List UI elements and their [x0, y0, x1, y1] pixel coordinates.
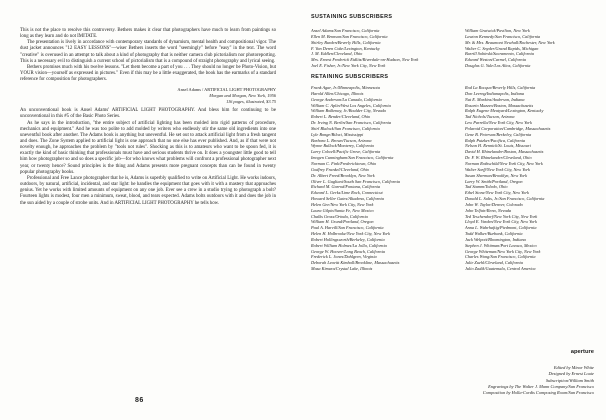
retaining-subscriber-entry: Larry W. Smith/Portland, Oregon — [465, 178, 523, 184]
retaining-subscriber-entry: William C. Aplin/West Los Angeles, California — [311, 102, 391, 108]
retaining-subscriber-entry: Tad Stamm/Toledo, Ohio — [465, 184, 508, 190]
retaining-subscriber-entry: Robert William Holmes/La Jolla, California — [311, 242, 387, 248]
credit-line: Engravings by The Walter J. Mann Company/San Francisco — [488, 383, 594, 389]
retaining-subscriber-entry: Shirl Blalock/San Francisco, California — [311, 125, 380, 131]
page-number: 86 — [135, 397, 144, 404]
retaining-subscriber-entry: Norman Rothschild/New York City, New York — [465, 160, 543, 166]
retaining-subscriber-entry: Howard Seller Gates/Altadena, California — [311, 196, 384, 202]
retaining-subscriber-entry: Helen Gee/New York City, New York — [311, 201, 374, 207]
retaining-subscriber-entry: Imogen Cunningham/San Francisco, California — [311, 155, 394, 161]
credit-line: Subscription/William Smith — [545, 377, 594, 383]
retaining-subscriber-entry: Lew Parrella/New York City, New York — [465, 120, 532, 126]
retaining-subscriber-entry: Laura Gilpin/Santa Fe, New Mexico — [311, 207, 374, 213]
sustaining-subscriber-entry: Mr. & Mrs. Beaumont Newhall/Rochester, New York — [465, 39, 555, 45]
retaining-subscriber-entry: Charles Wong/San Francisco, California — [465, 254, 536, 260]
retaining-subscriber-entry: Larry Colwell/Pacific Grove, California — [311, 149, 381, 155]
sustaining-subscriber-entry: Shirley Burden/Beverly Hills, California — [311, 39, 381, 45]
retaining-subscribers-heading: RETAINING SUBSCRIBERS — [311, 74, 389, 80]
retaining-subscriber-entry: Oliver L. Gagliani/South San Francisco, California — [311, 178, 400, 184]
review-paragraph: This is not the place to resolve this controversy. Bethers makes it clear that photographers have much to learn from paintings so long as they learn and do not IMITATE. — [20, 28, 276, 40]
retaining-subscriber-entry: Dr. Albert Freed/Brooklyn, New York — [311, 172, 375, 178]
credit-line: Composition by Holla-Cordis Composing Room/San Francisco — [482, 390, 594, 396]
retaining-subscriber-entry: Frank Agar, Jr./Minneapolis, Minnesota — [311, 85, 380, 90]
review-paragraph: The presentation is lively in accordance with contemporary standards of dynamism, mental health and compositional vigor. The dust jacket announces "12 EASY LESSONS"—wiser Bethers inserts the word "seemingly" before "easy" in the text. The word "creative" is overused in an attempt to talk about a kind of photography that is neither camera club pictorialism nor photoreporting. This is a necessary evil to distinguish a current school of pictorialism that is a compound of straight photography and lyrical seeing. — [20, 40, 276, 64]
retaining-subscriber-entry: Wynne Bullock/Monterey, California — [311, 143, 374, 149]
retaining-subscriber-entry: Harold Allen/Chicago, Illinois — [311, 90, 364, 96]
review-paragraph: Bethers promises much with his twelve lessons. "Let them become a part of you . . . They should no longer be Photo-Vision, but YOUR vision—yourself as expressed in pictures." Even if this may be a little exaggerated, the book has the earmarks of a standard reference for composition for photographers. — [20, 64, 276, 83]
sustaining-subscriber-entry: Mrs. Ernest Frederick Eidlitz/Riverdale-on-Hudson, New York — [311, 57, 419, 63]
sustaining-subscriber-entry: Edward Weston/Carmel, California — [465, 57, 526, 63]
retaining-subscriber-entry: George W. Hoover/Long Beach, California — [311, 248, 385, 254]
masthead-credits — [483, 365, 594, 396]
retaining-subscriber-entry: Tad Nichols/Tucson, Arizona — [465, 114, 515, 120]
retaining-subscriber-entry: George Anderson/La Canada, California — [311, 96, 382, 102]
retaining-subscriber-entry: Lloyd E. Varden/New York City, New York — [465, 219, 537, 225]
retaining-subscriber-entry: Richard M. Garrod/Fontana, California — [311, 184, 381, 190]
retaining-subscriber-entry: John Telfair/Reno, Nevada — [465, 207, 512, 213]
retaining-subscriber-entry: Julio Zadik/Guatemala, Central America — [465, 266, 536, 272]
retaining-subscribers-list-right — [465, 85, 550, 272]
retaining-subscriber-entry: William H. Grund/Portland, Oregon — [311, 219, 374, 225]
retaining-subscriber-entry: Robert Hollingsworth/Berkeley, California — [311, 236, 385, 242]
retaining-subscriber-entry: Deborah Leavitt Kimball/Brookline, Massachusetts — [311, 260, 400, 266]
retaining-subscriber-entry: Ralph Eugene Meatyard/Lexington, Kentucky — [465, 108, 544, 114]
retaining-subscriber-entry: Edward L. Gerks/Lime Rock, Connecticut — [311, 190, 383, 196]
retaining-subscriber-entry: Ted Teschendorf/New York City, New York — [465, 213, 538, 219]
retaining-subscriber-entry: Lyle Bonge/Biloxi, Mississippi — [311, 131, 364, 137]
retaining-subscriber-entry: John W. Taylor/Denver, Colorado — [465, 201, 523, 207]
retaining-subscriber-entry: Norman C. Fink/Fredericktown, Ohio — [311, 160, 377, 166]
retaining-subscriber-entry: Anna L. Wahrhaftig/Piedmont, California — [465, 225, 537, 231]
retaining-subscriber-entry: Todd Walker/Burbank, California — [465, 231, 523, 237]
retaining-subscriber-entry: Walter Sarff/New York City, New York — [465, 166, 530, 172]
magazine-name: aperture — [570, 349, 594, 355]
retaining-subscriber-entry: Susan Sherman/Brooklyn, New York — [465, 172, 527, 178]
retaining-subscriber-entry: Rod La Rocque/Beverly Hills, California — [465, 85, 536, 90]
retaining-subscribers-list-left — [311, 85, 400, 272]
sustaining-subscriber-entry: Ellen M. Bronson/San Francisco, California — [311, 33, 388, 39]
book-citation-details: 116 pages, illustrated, $3.75 — [226, 98, 276, 104]
sustaining-subscriber-entry: J. M. Eddlen/Cleveland, Ohio — [311, 51, 363, 57]
credit-line: Edited by Minor White — [553, 365, 594, 370]
sustaining-subscriber-entry: Burrill Sobieski/Sacramento, California — [465, 51, 534, 57]
retaining-subscriber-entry: Ethel Stone/New York City, New York — [465, 190, 529, 196]
review-paragraph: As he says in the introduction, "the entire subject of artificial lighting has been molded into rigid patterns of procedure, mechanics and equipment." And he was too polite to add molded by writers who endlessly stir the same old ingredients into one uneventful book after another. The Adams book is anything but uneventful. He set out to attack artificial light from a fresh tangent and does. The Zone System applied to artificial light is one approach that no one else has ever published. And, as if that were not novelty enough, he approaches the problem by "tools not rules". Shocking as this is to amateurs who want to be spoon fed, it is exactly the kind of basic thinking that professionals must have and serious students thrive on. It does a youngster little good to tell him how photographer so and so does a specific job—for who knows what problems will confront a professional photographer next year, or twenty hence? Sound principles is the thing and Adams presents more pregnant concepts than can be found in twenty popular photography books. — [20, 120, 276, 175]
sustaining-subscribers-list-right — [465, 28, 555, 69]
retaining-subscriber-entry: Frederick L. Jones/Dahlgren, Virginia — [311, 254, 377, 260]
retaining-subscriber-entry: Jack Welpott/Bloomington, Indiana — [465, 236, 526, 242]
retaining-subscriber-entry: Barbara L. Brown/Tucson, Arizona — [311, 137, 372, 143]
retaining-subscriber-entry: Gene B. Peterson/Berkeley, California — [465, 131, 532, 137]
sustaining-subscribers-heading: SUSTAINING SUBSCRIBERS — [311, 14, 393, 20]
sustaining-subscriber-entry: Douglas G. Yule/Los Altos, California — [465, 63, 531, 69]
retaining-subscriber-entry: David H. Rhinelander/Boston, Massachusetts — [465, 149, 544, 155]
sustaining-subscriber-entry: F. Van Deren Coke/Lexington, Kentucky — [311, 45, 380, 51]
review-paragraph: An unconventional book is Ansel Adams' ARTIFICIAL LIGHT PHOTOGRAPHY. And bless him for continuing to be unconventional in this #5 of the Basic Photo Series. — [20, 108, 276, 120]
sustaining-subscriber-entry: Lawton Kennedy/San Francisco, California — [465, 33, 541, 39]
review-column — [20, 28, 276, 207]
retaining-subscriber-entry: Stephen J. Whitman/Port Lavaca, Mexico — [465, 242, 537, 248]
review-paragraph: Professional and Free Lance photographer that he is, Adams is superbly qualified to write on Artificial Light. He works indoors, outdoors, by natural, artificial, incidental, and star light: he handles the equipment that goes with it with a mastery that approaches genius. Yet he works with limited amounts of equipment on any one job. Ever see a crew in a studio trying to photograph a bolt? Fourteen lights is modest, four men a minimum, sweat, blood, and tears expected. Adams bolts outdoors with it and does the job in the sun aided by a couple of strobe units. And in ARTIFICIAL LIGHT PHOTOGRAPHY he tells how. — [20, 175, 276, 206]
retaining-subscriber-entry: Donald L. Sults, Jr./San Francisco, California — [465, 196, 545, 202]
retaining-subscriber-entry: Julie Zuehl/Cleveland, California — [465, 260, 523, 266]
retaining-subscriber-entry: Paul A. Harvill/San Francisco, California — [311, 225, 384, 231]
sustaining-subscriber-entry: Ansel Adams/San Francisco, California — [311, 28, 380, 33]
retaining-subscriber-entry: Don Leerng/Indianapolis, Indiana — [465, 90, 525, 96]
retaining-subscriber-entry: Chalks Gross/Orinda, California — [311, 213, 368, 219]
retaining-subscriber-entry: Dr. Irving N. Berlin/San Francisco, California — [311, 120, 391, 126]
retaining-subscriber-entry: Rosario Mazzeo/Boston, Massachusetts — [465, 102, 534, 108]
retaining-subscriber-entry: Nat E. Markins/Anderson, Indiana — [465, 96, 525, 102]
book-citation-title: Ansel Adams / ARTIFICIAL LIGHT PHOTOGRAPHY — [177, 87, 276, 93]
retaining-subscriber-entry: George Whiteman/New York City, New York — [465, 248, 541, 254]
book-citation — [20, 87, 276, 104]
sustaining-subscriber-entry: Joel E. Fisher, Jr./New York City, New York — [311, 63, 386, 69]
sustaining-subscriber-entry: Walter C. Snyder/Grand Rapids, Michigan — [465, 45, 539, 51]
retaining-subscriber-entry: Godfrey Frankel/Cleveland, Ohio — [311, 166, 369, 172]
sustaining-subscribers-list-left — [311, 28, 418, 69]
retaining-subscriber-entry: Masa Kimura/Crystal Lake, Illinois — [311, 266, 373, 272]
retaining-subscriber-entry: Robert L. Bender/Cleveland, Ohio — [311, 114, 371, 120]
credit-line: Designed by Ernest Louie — [548, 371, 594, 377]
retaining-subscriber-entry: Nelson H. Rennick/St. Louis, Missouri — [465, 143, 531, 149]
retaining-subscriber-entry: Helen H. Holbrooke/New York City, New York — [311, 231, 391, 237]
subscribers-column — [311, 14, 595, 414]
retaining-subscriber-entry: Ralph Putzker/Pacifica, California — [465, 137, 526, 143]
retaining-subscriber-entry: William Bolkenay, Jr./Boulder City, Nevada — [311, 108, 386, 114]
retaining-subscriber-entry: Polaroid Corporation/Cambridge, Massachusetts — [465, 125, 551, 131]
book-citation-publisher: Morgan and Morgan, New York, 1956 — [209, 93, 276, 98]
sustaining-subscriber-entry: William Gratwick/Pavilion, New York — [465, 28, 530, 33]
retaining-subscriber-entry: Dr. F. W. Rhinelander/Cleveland, Ohio — [465, 155, 532, 161]
